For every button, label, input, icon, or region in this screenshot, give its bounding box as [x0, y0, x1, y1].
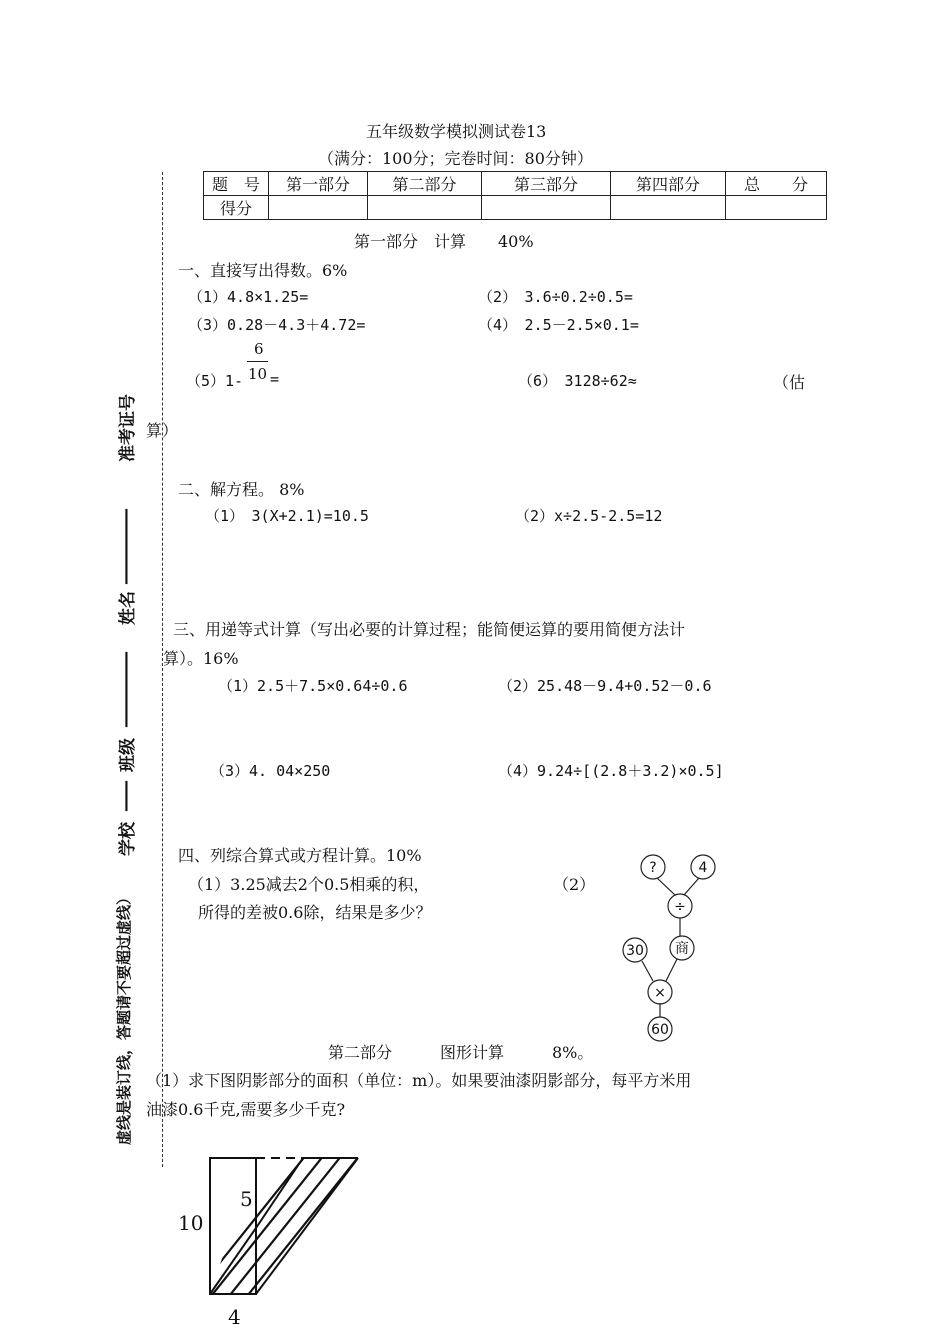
fraction-denominator: 10: [248, 365, 268, 383]
q2-item-2: （2）x÷2.5-2.5=12: [515, 507, 663, 525]
q4-item-2-label: （2）: [553, 875, 596, 894]
q4-item-1-line1: （1）3.25减去2个0.5相乘的积，: [188, 875, 430, 894]
binding-dashed-line: [162, 172, 163, 1167]
q4-item-1-line2: 所得的差被0.6除，结果是多少？: [198, 903, 432, 922]
score-table-row: [204, 196, 827, 220]
score-cell[interactable]: [482, 196, 611, 220]
tree-text-times: ×: [654, 985, 666, 1001]
score-table: [203, 171, 827, 220]
figure-label-10: 10: [178, 1211, 204, 1235]
estimate-note-b: 算）: [146, 421, 179, 440]
q2-title: 二、解方程。 8%: [178, 480, 305, 499]
q2-item-1: （1） 3(X+2.1)=10.5: [205, 507, 369, 525]
shaded-area-figure: [170, 1150, 370, 1335]
score-cell[interactable]: [368, 196, 482, 220]
page-subtitle: （满分：100分；完卷时间：80分钟）: [318, 149, 593, 168]
table-header-cell: 第二部分: [368, 172, 482, 196]
binding-note: 虚线是装订线，答题请不要超过虚线）: [115, 889, 133, 1145]
part1-heading: 第一部分 计算 40%: [354, 232, 534, 251]
table-header-cell: 第四部分: [611, 172, 726, 196]
operation-tree-diagram: [600, 845, 740, 1050]
exam-number-blank: —————: [116, 510, 136, 585]
class-blank: ——: [116, 782, 136, 812]
page-title: 五年级数学模拟测试卷13: [366, 122, 547, 141]
table-row-label: 得分: [204, 196, 269, 220]
q1-item-3: （3）0.28－4.3＋4.72=: [188, 316, 366, 334]
figure-label-4: 4: [228, 1305, 241, 1329]
part2-heading: 第二部分 图形计算 8%。: [328, 1043, 594, 1062]
tree-text-divide: ÷: [674, 899, 686, 915]
q1-item-6: （6） 3128÷62≈: [518, 372, 637, 390]
score-cell[interactable]: [611, 196, 726, 220]
tree-text-thirty: 30: [626, 943, 644, 959]
estimate-note-a: （估: [773, 373, 806, 392]
q1-title: 一、直接写出得数。6%: [178, 261, 348, 280]
exam-number-label: 准考证号: [118, 394, 138, 462]
q3-item-1: （1）2.5＋7.5×0.64÷0.6: [218, 677, 408, 695]
tree-text-sixty: 60: [651, 1022, 669, 1038]
q1-item-1: （1）4.8×1.25=: [188, 288, 309, 306]
name-label: 姓名: [118, 591, 138, 625]
q1-item-5-prefix: （5）1-: [186, 372, 244, 390]
part2-q1-line2: 油漆0.6千克,需要多少千克?: [146, 1100, 346, 1119]
q1-item-2: （2） 3.6÷0.2÷0.5=: [478, 288, 633, 306]
score-cell[interactable]: [726, 196, 827, 220]
q3-item-2: （2）25.48－9.4+0.52－0.6: [498, 677, 712, 695]
table-header-cell: 第一部分: [269, 172, 368, 196]
table-header-cell: 第三部分: [482, 172, 611, 196]
q3-title-line1: 三、用递等式计算（写出必要的计算过程；能简便运算的要用简便方法计: [173, 620, 686, 639]
part2-q1-line1: （1）求下图阴影部分的面积（单位：m）。如果要油漆阴影部分，每平方米用: [146, 1071, 692, 1090]
table-header-cell: 题 号: [204, 172, 269, 196]
score-table-header-row: [204, 172, 827, 196]
q3-item-3: （3）4. 04×250: [210, 762, 331, 780]
school-label: 学校: [118, 822, 138, 856]
q3-title-line2: 算）。16%: [163, 649, 239, 668]
tree-text-four: 4: [698, 860, 708, 876]
class-label: 班级: [118, 738, 138, 772]
tree-text-unknown: ?: [649, 860, 657, 876]
score-cell[interactable]: [269, 196, 368, 220]
q4-title: 四、列综合算式或方程计算。10%: [178, 846, 422, 865]
table-header-cell: 总 分: [726, 172, 827, 196]
fraction-bar: [247, 361, 268, 362]
q1-item-4: （4） 2.5－2.5×0.1=: [478, 316, 639, 334]
fraction-numerator: 6: [254, 340, 264, 358]
name-blank: —————: [116, 653, 136, 728]
figure-label-5: 5: [240, 1187, 253, 1211]
tree-text-quotient: 商: [675, 941, 689, 957]
q1-item-5-suffix: =: [270, 370, 280, 388]
q3-item-4: （4）9.24÷[(2.8＋3.2)×0.5]: [498, 762, 724, 780]
